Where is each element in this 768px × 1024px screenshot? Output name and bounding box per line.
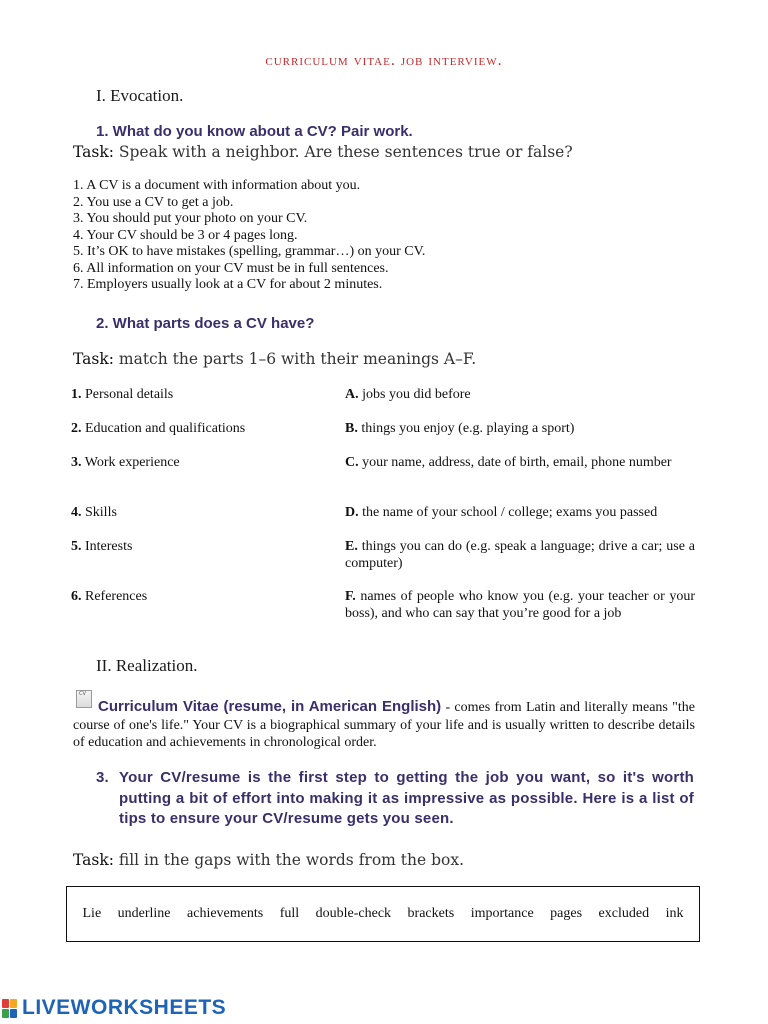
liveworksheets-logo[interactable] bbox=[2, 996, 226, 1020]
statement-item: 2. You use a CV to get a job. bbox=[73, 194, 234, 210]
task-text: match the parts 1–6 with their meanings A–F. bbox=[113, 350, 477, 368]
question-2-task bbox=[73, 350, 476, 368]
statement-item: 1. A CV is a document with information about you. bbox=[73, 178, 361, 193]
question-3-task bbox=[73, 851, 464, 869]
statement-item: 5. It’s OK to have mistakes (spelling, grammar…) on your CV. bbox=[73, 244, 426, 259]
cv-definition-lead: Curriculum Vitae (resume, in American English) bbox=[98, 698, 442, 715]
part-item-6: 6. References bbox=[71, 589, 148, 604]
meaning-item-f: F. names of people who know you (e.g. your teacher or your boss), and who can say that you’re good for a job bbox=[345, 589, 695, 621]
part-item-2: 2. Education and qualifications bbox=[71, 421, 246, 436]
liveworksheets-logo-text: LIVEWORKSHEETS bbox=[22, 996, 227, 1019]
liveworksheets-logo-icon bbox=[2, 997, 20, 1019]
section-heading-evocation: I. Evocation. bbox=[96, 86, 184, 105]
document-icon: CV bbox=[76, 690, 92, 708]
task-label: Task: bbox=[73, 350, 114, 368]
section-heading-realization: II. Realization. bbox=[96, 656, 198, 675]
task-label: Task: bbox=[73, 851, 114, 869]
statement-item: 4. Your CV should be 3 or 4 pages long. bbox=[73, 227, 298, 243]
cv-definition-paragraph bbox=[73, 698, 695, 752]
cv-definition-text: - comes from Latin and literally means "the course of one's life." Your CV is a biographical summary of your life and is usually written to describe details of education and achievements in chronological order. bbox=[73, 700, 695, 750]
page-title: curriculum vitae. job interview. bbox=[265, 52, 503, 69]
meaning-item-d: D. the name of your school / college; exams you passed bbox=[345, 505, 658, 520]
part-item-1: 1. Personal details bbox=[71, 387, 174, 402]
statement-item: 7. Employers usually look at a CV for about 2 minutes. bbox=[73, 277, 383, 292]
meaning-item-c: C. your name, address, date of birth, email, phone number bbox=[345, 455, 672, 470]
part-item-3: 3. Work experience bbox=[71, 455, 180, 470]
task-text: fill in the gaps with the words from the box. bbox=[113, 851, 465, 869]
question-2-heading: 2. What parts does a CV have? bbox=[96, 315, 315, 332]
part-item-4: 4. Skills bbox=[71, 505, 117, 520]
meaning-item-a: A. jobs you did before bbox=[345, 387, 471, 402]
meaning-item-e: E. things you can do (e.g. speak a language; drive a car; use a computer) bbox=[345, 539, 695, 571]
part-item-5: 5. Interests bbox=[71, 539, 133, 554]
task-label: Task: bbox=[73, 143, 114, 161]
question-1-heading: 1. What do you know about a CV? Pair work. bbox=[96, 123, 413, 140]
question-3-heading: Your CV/resume is the first step to getting the job you want, so it's worth putting a bit of effort into making it as impressive as possible. Here is a list of tips to ensure your CV/resume gets you seen. bbox=[119, 769, 694, 827]
statement-item: 6. All information on your CV must be in full sentences. bbox=[73, 260, 389, 276]
question-1-task bbox=[73, 143, 573, 161]
statement-list bbox=[73, 178, 713, 294]
word-box-words: Lie underline achievements full double-check brackets importance pages excluded ink bbox=[82, 906, 684, 921]
word-box bbox=[66, 886, 700, 942]
meaning-item-b: B. things you enjoy (e.g. playing a sport) bbox=[345, 421, 575, 436]
statement-item: 3. You should put your photo on your CV. bbox=[73, 211, 308, 226]
question-3-number: 3. bbox=[96, 769, 109, 786]
task-text: Speak with a neighbor. Are these sentences true or false? bbox=[113, 143, 573, 161]
